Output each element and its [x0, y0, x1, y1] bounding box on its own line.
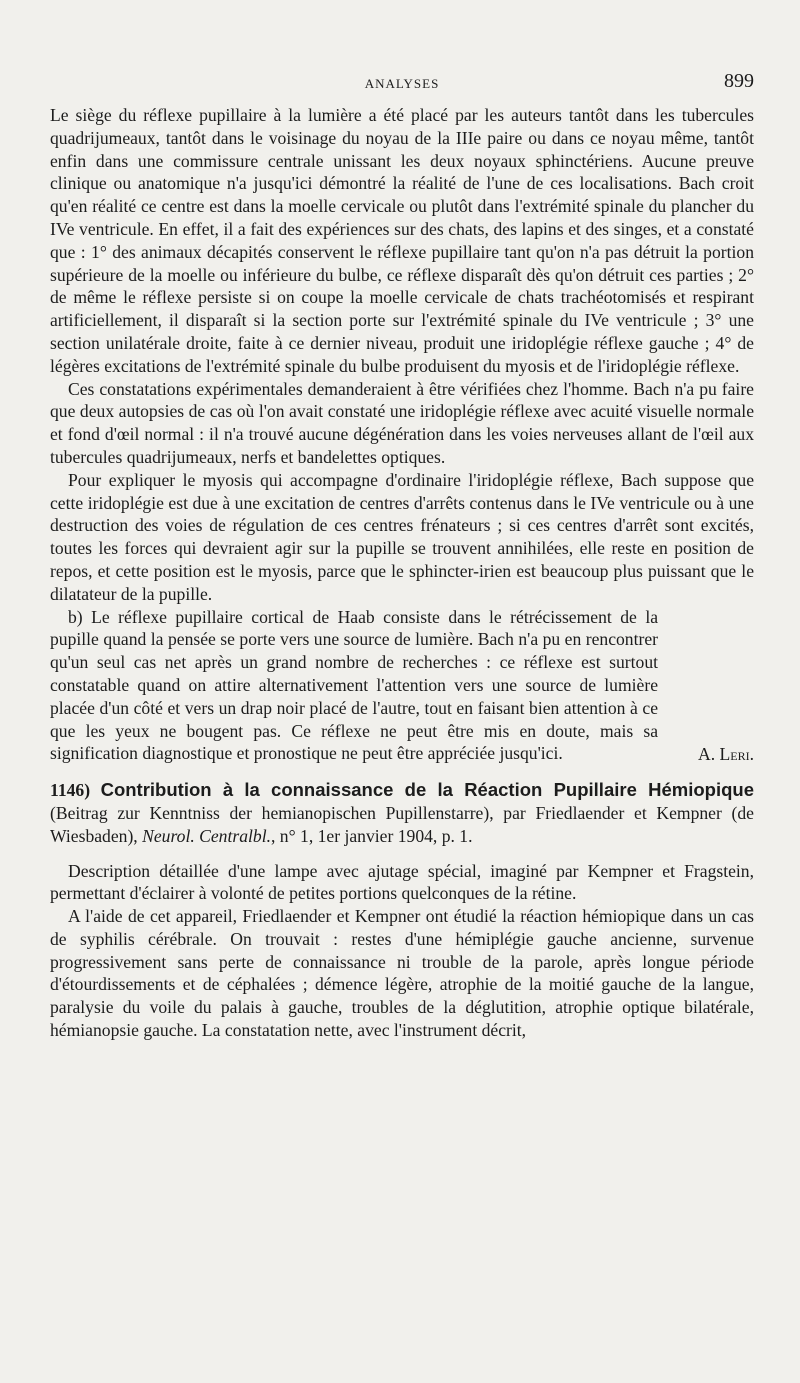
entry-title: Contribution à la connaissance de la Réaction Pupillaire Hémiopique: [100, 779, 754, 801]
body-paragraph-1: Le siège du réflexe pupillaire à la lumière a été placé par les auteurs tantôt dans les tubercules quadrijumeaux, tantôt dans le voisinage du noyau de la IIIe paire ou dans ce noyau même, tantôt enfin dans une commissure centrale unissant les deux noyaux sphinctériens. Aucune preuve clinique ou anatomique n'a jusqu'ici démontré la réalité de l'une de ces localisations. Bach croit qu'en réalité ce centre est dans la moelle cervicale ou plutôt dans l'extrémité spinale du plancher du IVe ventricule. En effet, il a fait des expériences sur des chats, des lapins et des singes, et a constaté que : 1° des animaux décapités conservent le réflexe pupillaire tant qu'on n'a pas détruit la portion supérieure de la moelle ou inférieure du bulbe, ce réflexe disparaît dès qu'on détruit ces parties ; 2° de même le réflexe persiste si on coupe la moelle cervicale de chats trachéotomisés et respirant artificiellement, il disparaît si la section porte sur l'extrémité spinale du IVe ventricule ; 3° une section unilatérale droite, faite à ce dernier niveau, produit une iridoplégie réflexe gauche ; 4° de légères excitations de l'extrémité spinale du bulbe produisent du myosis et de l'iridoplégie réflexe.: [50, 105, 754, 376]
entry-journal: Neurol. Centralbl.: [142, 825, 271, 846]
running-title: ANALYSES: [364, 76, 440, 91]
entry-details: , n° 1, 1er janvier 1904, p. 1.: [271, 825, 473, 846]
body-paragraph-3: Pour expliquer le myosis qui accompagne d'ordinaire l'iridoplégie réflexe, Bach suppose que cette iridoplégie est due à une excitation de centres d'arrêts contenus dans le IVe ventricule ou à une destruction des voies de régulation de ces centres frénateurs ; si ces centres d'arrêt sont excités, toutes les forces qui devraient agir sur la pupille se trouvent annihilées, elle reste en position de repos, et cette position est le myosis, parce que le sphincter-irien est beaucoup plus puissant que le dilatateur de la pupille.: [50, 469, 754, 604]
entry-citation: (Beitrag zur Kenntniss der hemianopischen Pupillenstarre), par Friedlaender et Kempner (de Wiesbaden),: [50, 802, 754, 846]
body-paragraph-2: Ces constatations expérimentales demanderaient à être vérifiées chez l'homme. Bach n'a pu faire que deux autopsies de cas où l'on avait constaté une iridoplégie réflexe avec acuité visuelle normale et fond d'œil normal : il n'a trouvé aucune dégénération dans les voies nerveuses allant de l'œil aux tubercules quadrijumeaux, nerfs et bandelettes optiques.: [50, 378, 754, 467]
spacer: [50, 848, 754, 860]
journal-page: [50, 70, 754, 1042]
entry-number: 1146): [50, 780, 91, 801]
body-paragraph-4: b) Le réflexe pupillaire cortical de Haab consiste dans le rétrécissement de la pupille quand la pensée se porte vers une source de lumière. Bach n'a pu en rencontrer qu'un seul cas net après un grand nombre de recherches : ce réflexe est surtout constatable quand on attire alternativement l'attention vers une source de lumière placée d'un côté et vers un drap noir placé de l'autre, tout en faisant bien attention à ce que les yeux ne bougent pas. Ce réflexe ne peut être mis en doute, mais sa signification diagnostique et pronostique ne peut être appréciée jusqu'ici.: [50, 606, 659, 764]
running-head: [50, 70, 754, 104]
final-paragraph-with-signature: [50, 606, 754, 766]
page-number: 899: [724, 70, 754, 92]
entry-paragraph-2: A l'aide de cet appareil, Friedlaender et Kempner ont étudié la réaction hémiopique dans un cas de syphilis cérébrale. On trouvait : restes d'une hémiplégie gauche ancienne, survenue progressivement sans perte de connaissance ni trouble de la parole, après longue période d'étourdissements et de céphalées ; démence légère, atrophie de la moitié gauche de la langue, paralysie du voile du palais à gauche, troubles de la déglutition, atrophie optique bilatérale, hémianopsie gauche. La constatation nette, avec l'instrument décrit,: [50, 906, 754, 1041]
abstract-entry-heading: [50, 779, 754, 847]
entry-paragraph-1: Description détaillée d'une lampe avec ajutage spécial, imaginé par Kempner et Fragstein, permettant d'éclairer à volonté de petites portions quelconques de la rétine.: [50, 860, 754, 904]
author-signature: A. Leri.: [698, 744, 754, 765]
